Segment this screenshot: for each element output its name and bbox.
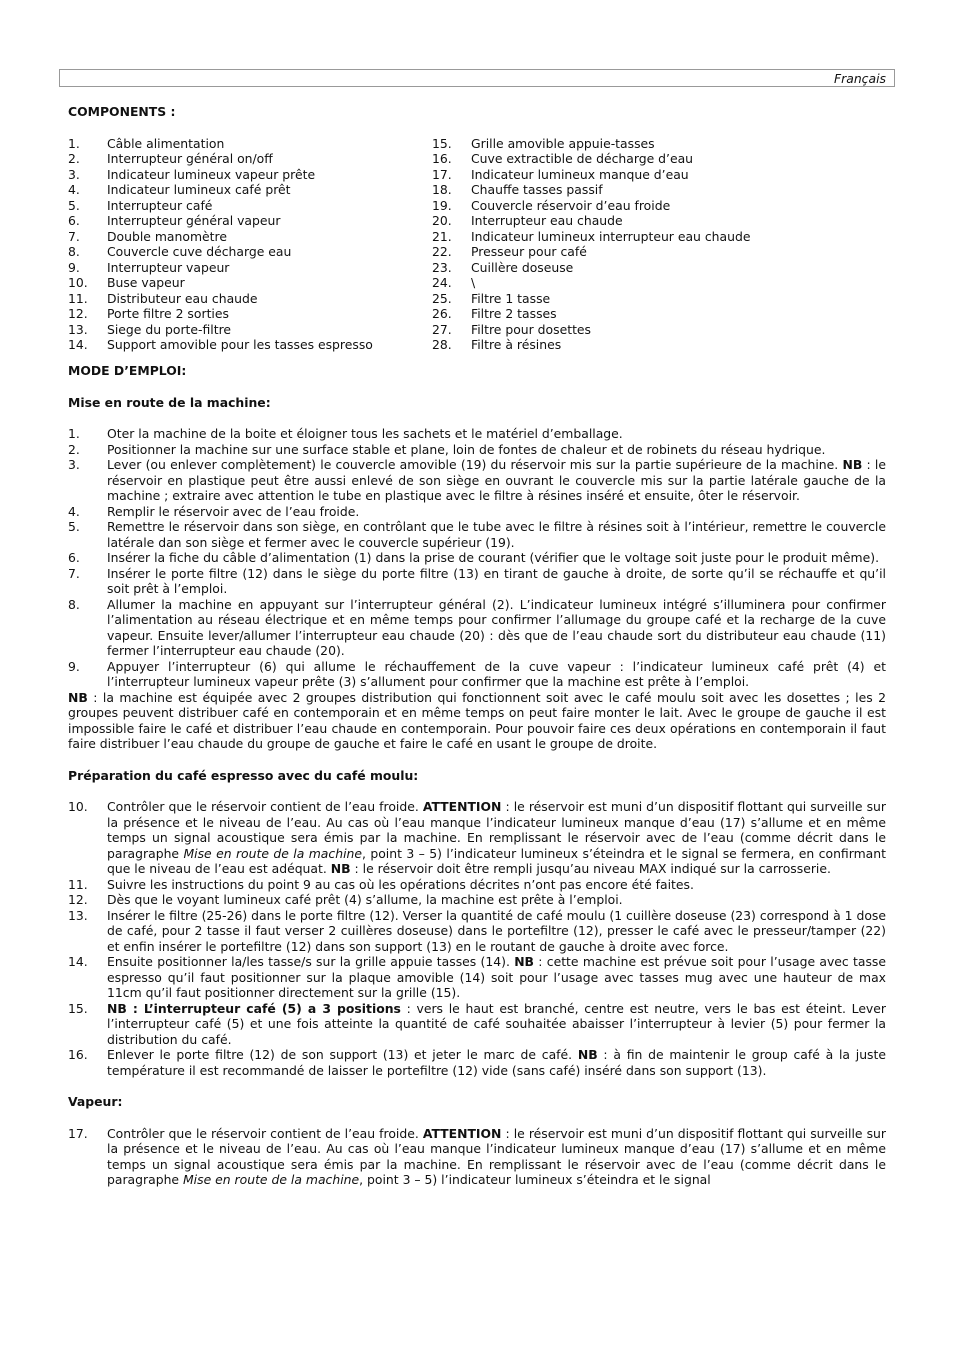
list-item [68, 892, 886, 908]
item-number: 1. [68, 135, 80, 151]
item-text: Distributeur eau chaude [107, 290, 258, 306]
item-text: Allumer la machine en appuyant sur l’interrupteur général (2). L’indicateur lumineux intégré s’illuminera pour confirmer l’alimentation au réseau électrique et en même temps pour confirmer l’allumage du groupe café et la recharge de la cuve vapeur. Ensuite lever/allumer l’interrupteur eau chaude (20) : dès que de l’eau chaude sort du distributeur eau chaude (11) fermer l’interrupteur eau chaude (20). [107, 596, 886, 658]
list-item [432, 136, 796, 152]
list-item [432, 213, 796, 229]
item-number: 8. [68, 596, 80, 612]
item-number: 7. [68, 565, 80, 581]
list-item [432, 322, 796, 338]
item-number: 15. [68, 1000, 88, 1016]
list-item [68, 877, 886, 893]
nb-text: : la machine est équipée avec 2 groupes distribution qui fonctionnent soit avec le café moulu soit avec les dosettes ; les 2 groupes peuvent distribuer café en contemporain et en même temps on peut faire monter le lait. Avec le groupe de gauche il est impossible faire le café et distribuer l’eau chaude en contemporain. Pour pouvoir faire ces deux opérations en contemporain il faut faire distribuer l’eau chaude du groupe de gauche et faire le café en usant le groupe de droite. [68, 689, 886, 751]
list-item [68, 1001, 886, 1048]
item-text: Filtre 1 tasse [471, 290, 551, 306]
list-item [68, 198, 432, 214]
item-number: 17. [432, 166, 452, 182]
item-text: Chauffe tasses passif [471, 182, 603, 197]
components-title: COMPONENTS : [68, 104, 176, 119]
startup-list [68, 426, 886, 690]
item-text: Remettre le réservoir dans son siège, en contrôlant que le tube avec le filtre à résines soit à l’intérieur, remettre le couvercle latérale dan son siège et fermer avec le couvercle supérieur (19). [107, 519, 886, 550]
list-item [68, 151, 432, 167]
item-number: 16. [68, 1047, 88, 1062]
item-number: 2. [68, 441, 80, 457]
item-number: 28. [432, 337, 452, 352]
item-text: Ensuite positionner la/les tasse/s sur la grille appuie tasses (14). NB : cette machine est prévue soit pour l’usage avec tasse espresso qu’il faut positionner sur la plaque amovible (14) soit pour l’usage avec tasses mug avec une hauteur de max 11cm qu’il faut positionner directement sur la grille (15). [107, 954, 886, 1000]
item-text: Interrupteur vapeur [107, 259, 230, 275]
list-item [68, 182, 432, 198]
item-number: 24. [432, 275, 452, 290]
list-item [68, 1047, 886, 1078]
list-item [432, 260, 796, 276]
item-text: Interrupteur café [107, 197, 213, 213]
item-number: 5. [68, 519, 80, 534]
item-text: Suivre les instructions du point 9 au cas où les opérations décrites n’ont pas encore été faites. [107, 876, 694, 892]
list-item [432, 306, 796, 322]
item-text: Insérer la fiche du câble d’alimentation (1) dans la prise de courant (vérifier que le voltage soit juste pour le produit même). [107, 550, 880, 565]
item-text: Contrôler que le réservoir contient de l’eau froide. ATTENTION : le réservoir est muni d’un dispositif flottant qui surveille sur la présence et le niveau de l’eau. Au cas où l’eau manque l’indicateur lumineux manque d’eau (17) s’allume et en même temps un signal acoustique sera émis par la machine. En remplissant le réservoir avec de l’eau (comme décrit dans le paragraphe Mise en route de la machine, point 3 – 5) l’indicateur lumineux s’éteindra et le signal [107, 1125, 886, 1187]
item-number: 4. [68, 503, 80, 519]
list-item [68, 322, 432, 338]
item-text: Positionner la machine sur une surface stable et plane, loin de fontes de chaleur et de robinets du réseau hydrique. [107, 441, 826, 457]
list-item [68, 229, 432, 245]
list-item [68, 275, 432, 291]
list-item [432, 291, 796, 307]
item-text: Enlever le porte filtre (12) de son support (13) et jeter le marc de café. NB : à fin de maintenir le group café à la juste température il est recommandé de laisser le portefiltre (12) vide (sans café) inséré dans son support (13). [107, 1047, 886, 1078]
list-item [68, 291, 432, 307]
list-item [68, 260, 432, 276]
item-text: Siege du porte-filtre [107, 321, 232, 337]
list-item [432, 198, 796, 214]
components-left-column [68, 136, 432, 353]
components-right-column [432, 136, 796, 353]
item-text: Porte filtre 2 sorties [107, 306, 229, 321]
item-number: 9. [68, 259, 80, 275]
item-number: 21. [432, 228, 452, 244]
list-item [68, 426, 886, 442]
item-number: 18. [432, 182, 452, 197]
list-item [68, 659, 886, 690]
item-number: 19. [432, 197, 452, 213]
list-item [68, 597, 886, 659]
item-text: Couvercle cuve décharge eau [107, 244, 292, 259]
list-item [68, 908, 886, 955]
startup-nb-paragraph [68, 690, 886, 752]
item-text: Filtre à résines [471, 337, 562, 352]
item-text: Indicateur lumineux café prêt [107, 182, 291, 197]
item-text: Filtre 2 tasses [471, 306, 557, 321]
item-number: 5. [68, 197, 80, 213]
item-number: 25. [432, 290, 452, 306]
list-item [68, 306, 432, 322]
list-item [68, 244, 432, 260]
list-item [432, 229, 796, 245]
item-text: Indicateur lumineux interrupteur eau chaude [471, 228, 751, 244]
item-text: Interrupteur général vapeur [107, 213, 281, 228]
item-number: 9. [68, 658, 80, 674]
item-number: 4. [68, 182, 80, 197]
startup-title: Mise en route de la machine: [68, 394, 271, 410]
nb-label: NB [68, 689, 88, 705]
item-number: 7. [68, 228, 80, 244]
item-text: Oter la machine de la boite et éloigner tous les sachets et le matériel d’emballage. [107, 426, 623, 441]
item-text: Interrupteur eau chaude [471, 213, 623, 228]
item-number: 23. [432, 259, 452, 275]
item-number: 27. [432, 321, 452, 337]
item-number: 8. [68, 244, 80, 259]
item-text: Lever (ou enlever complètement) le couvercle amovible (19) du réservoir mis sur la partie supérieure de la machine. NB : le réservoir en plastique peut être aussi enlevé de son siège en ouvrant le couvercle mis sur la partie latérale gauche de la machine ; extraire avec attention le tube en plastique avec le filtre à résines inséré et ensuite, ôter le réservoir. [107, 457, 886, 503]
item-number: 12. [68, 306, 88, 321]
list-item [432, 275, 796, 291]
item-number: 10. [68, 799, 88, 814]
item-text: Presseur pour café [471, 244, 587, 259]
item-text: \ [471, 275, 476, 290]
components-list [68, 136, 886, 353]
item-text: Insérer le filtre (25-26) dans le porte filtre (12). Verser la quantité de café moulu (1 cuillère doseuse (23) correspond à 1 dose de café, pour 2 tasse il faut verser 2 cuillères doseuse) dans le portefiltre (12), presser le café avec le presseur/tamper (22) et enfin insérer le portefiltre (12) dans son support (13) en le routant de gauche à droite avec force. [107, 907, 886, 954]
mode-section [68, 363, 886, 1188]
item-number: 15. [432, 135, 452, 151]
list-item [68, 566, 886, 597]
language-label: Français [834, 71, 886, 86]
vapeur-list [68, 1126, 886, 1188]
item-text: Double manomètre [107, 228, 227, 244]
item-number: 13. [68, 907, 88, 923]
list-item [432, 244, 796, 260]
espresso-title: Préparation du café espresso avec du café moulu: [68, 767, 419, 783]
item-number: 14. [68, 337, 88, 352]
item-number: 3. [68, 457, 80, 472]
espresso-list [68, 799, 886, 1078]
item-number: 17. [68, 1125, 88, 1141]
list-item [68, 519, 886, 550]
list-item [68, 457, 886, 504]
list-item [432, 182, 796, 198]
item-number: 6. [68, 213, 80, 228]
item-number: 14. [68, 954, 88, 969]
item-number: 3. [68, 166, 80, 182]
item-text: Buse vapeur [107, 275, 185, 290]
item-number: 26. [432, 306, 452, 321]
list-item [68, 954, 886, 1001]
item-text: Appuyer l’interrupteur (6) qui allume le réchauffement de la cuve vapeur : l’indicateur lumineux café prêt (4) et l’interrupteur lumineux vapeur prête (3) s’allument pour confirmer que la machine est prête à l’emploi. [107, 658, 886, 689]
item-number: 6. [68, 550, 80, 565]
item-number: 10. [68, 275, 88, 290]
list-item [68, 337, 432, 353]
item-text: Contrôler que le réservoir contient de l’eau froide. ATTENTION : le réservoir est muni d’un dispositif flottant qui surveille sur la présence et le niveau de l’eau. Au cas où l’eau manque l’indicateur lumineux manque d’eau (17) s’allume et en même temps un signal acoustique sera émis par la machine. En remplissant le réservoir avec de l’eau (comme décrit dans le paragraphe Mise en route de la machine, point 3 – 5) l’indicateur lumineux s’éteindra et le signal se fermera, en confirmant que le niveau de l’eau est adéquat. NB : le réservoir doit être rempli jusqu’au niveau MAX indiqué sur la carrosserie. [107, 799, 886, 876]
item-text: Cuve extractible de décharge d’eau [471, 151, 694, 166]
item-text: Interrupteur général on/off [107, 151, 273, 166]
page-header [59, 69, 895, 87]
item-number: 1. [68, 426, 80, 441]
item-text: Dès que le voyant lumineux café prêt (4) s’allume, la machine est prête à l’emploi. [107, 892, 623, 907]
item-text: Remplir le réservoir avec de l’eau froide. [107, 503, 360, 519]
item-text: Indicateur lumineux vapeur prête [107, 166, 316, 182]
item-number: 12. [68, 892, 88, 907]
list-item [68, 1126, 886, 1188]
item-text: Support amovible pour les tasses espresso [107, 337, 373, 352]
mode-title: MODE D’EMPLOI: [68, 363, 187, 378]
item-number: 20. [432, 213, 452, 228]
list-item [68, 504, 886, 520]
list-item [68, 442, 886, 458]
item-text: NB : L’interrupteur café (5) a 3 positions : vers le haut est branché, centre est neutre, vers le bas est éteint. Lever l’interrupteur café (5) et une fois atteinte la quantité de café souhaitée abaisser l’interrupteur à levier (5) pour fermer la distribution du café. [107, 1000, 886, 1047]
list-item [432, 151, 796, 167]
item-text: Insérer le porte filtre (12) dans le siège du porte filtre (13) en tirant de gauche à droite, de sorte qu’il se réchauffe et qu’il soit prêt à l’emploi. [107, 565, 886, 596]
list-item [68, 550, 886, 566]
item-number: 2. [68, 151, 80, 166]
list-item [68, 167, 432, 183]
item-text: Cuillère doseuse [471, 259, 574, 275]
item-text: Filtre pour dosettes [471, 321, 592, 337]
item-number: 11. [68, 290, 88, 306]
item-text: Grille amovible appuie-tasses [471, 135, 655, 151]
list-item [68, 213, 432, 229]
list-item [432, 337, 796, 353]
item-number: 16. [432, 151, 452, 166]
item-text: Câble alimentation [107, 135, 225, 151]
list-item [68, 136, 432, 152]
item-text: Couvercle réservoir d’eau froide [471, 197, 671, 213]
item-number: 13. [68, 321, 88, 337]
list-item [432, 167, 796, 183]
components-section [68, 104, 886, 353]
list-item [68, 799, 886, 877]
item-number: 11. [68, 876, 88, 892]
vapeur-title: Vapeur: [68, 1094, 123, 1109]
item-number: 22. [432, 244, 452, 259]
item-text: Indicateur lumineux manque d’eau [471, 166, 689, 182]
